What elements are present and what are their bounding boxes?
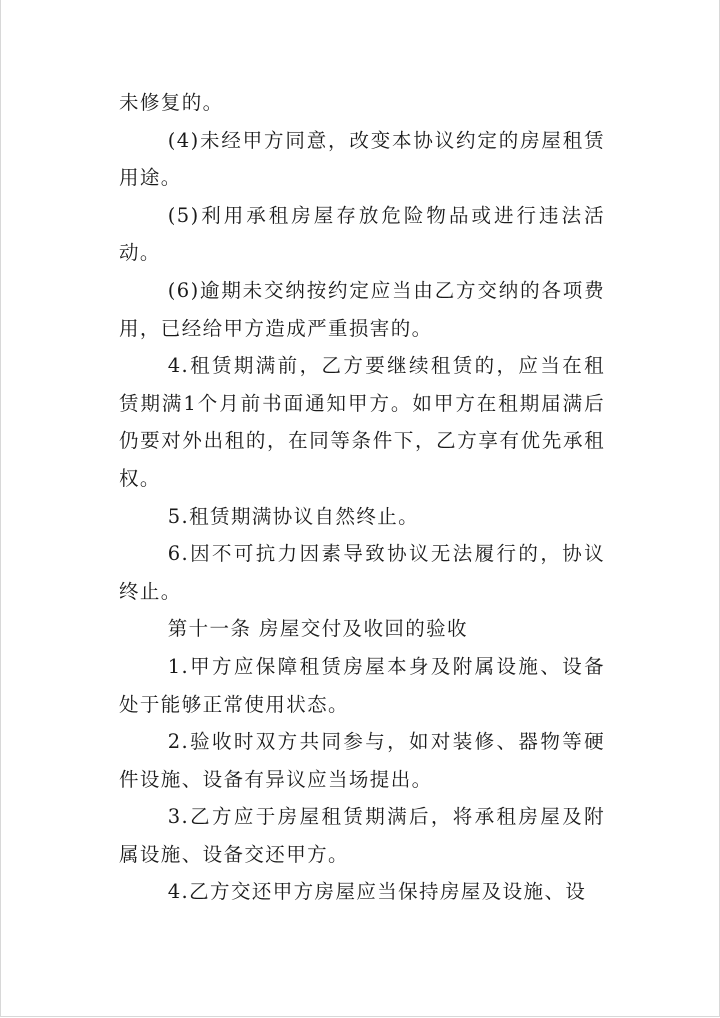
paragraph-item-5: (5)利用承租房屋存放危险物品或进行违法活动。 — [119, 203, 605, 265]
document-body — [119, 84, 605, 911]
paragraph-renewal: 4.租赁期满前，乙方要继续租赁的，应当在租赁期满1个月前书面通知甲方。如甲方在租期届满后仍要对外出租的，在同等条件下，乙方享有优先承租权。 — [119, 354, 605, 490]
paragraph-continuation: 未修复的。 — [119, 91, 224, 114]
paragraph-handover-2: 2.验收时双方共同参与，如对装修、器物等硬件设施、设备有异议应当场提出。 — [119, 730, 605, 791]
paragraph-handover-4: 4.乙方交还甲方房屋应当保持房屋及设施、设 — [167, 880, 587, 904]
paragraph-item-6: (6)逾期未交纳按约定应当由乙方交纳的各项费用，已经给甲方造成严重损害的。 — [119, 278, 605, 340]
paragraph-handover-3: 3.乙方应于房屋租赁期满后，将承租房屋及附属设施、设备交还甲方。 — [119, 805, 605, 866]
paragraph-expiry: 5.租赁期满协议自然终止。 — [167, 504, 420, 528]
paragraph-force-majeure: 6.因不可抗力因素导致协议无法履行的，协议终止。 — [119, 542, 605, 603]
section-heading-article-11: 第十一条 房屋交付及收回的验收 — [167, 617, 468, 641]
paragraph-item-4: (4)未经甲方同意，改变本协议约定的房屋租赁用途。 — [119, 128, 605, 190]
paragraph-handover-1: 1.甲方应保障租赁房屋本身及附属设施、设备处于能够正常使用状态。 — [119, 654, 605, 716]
